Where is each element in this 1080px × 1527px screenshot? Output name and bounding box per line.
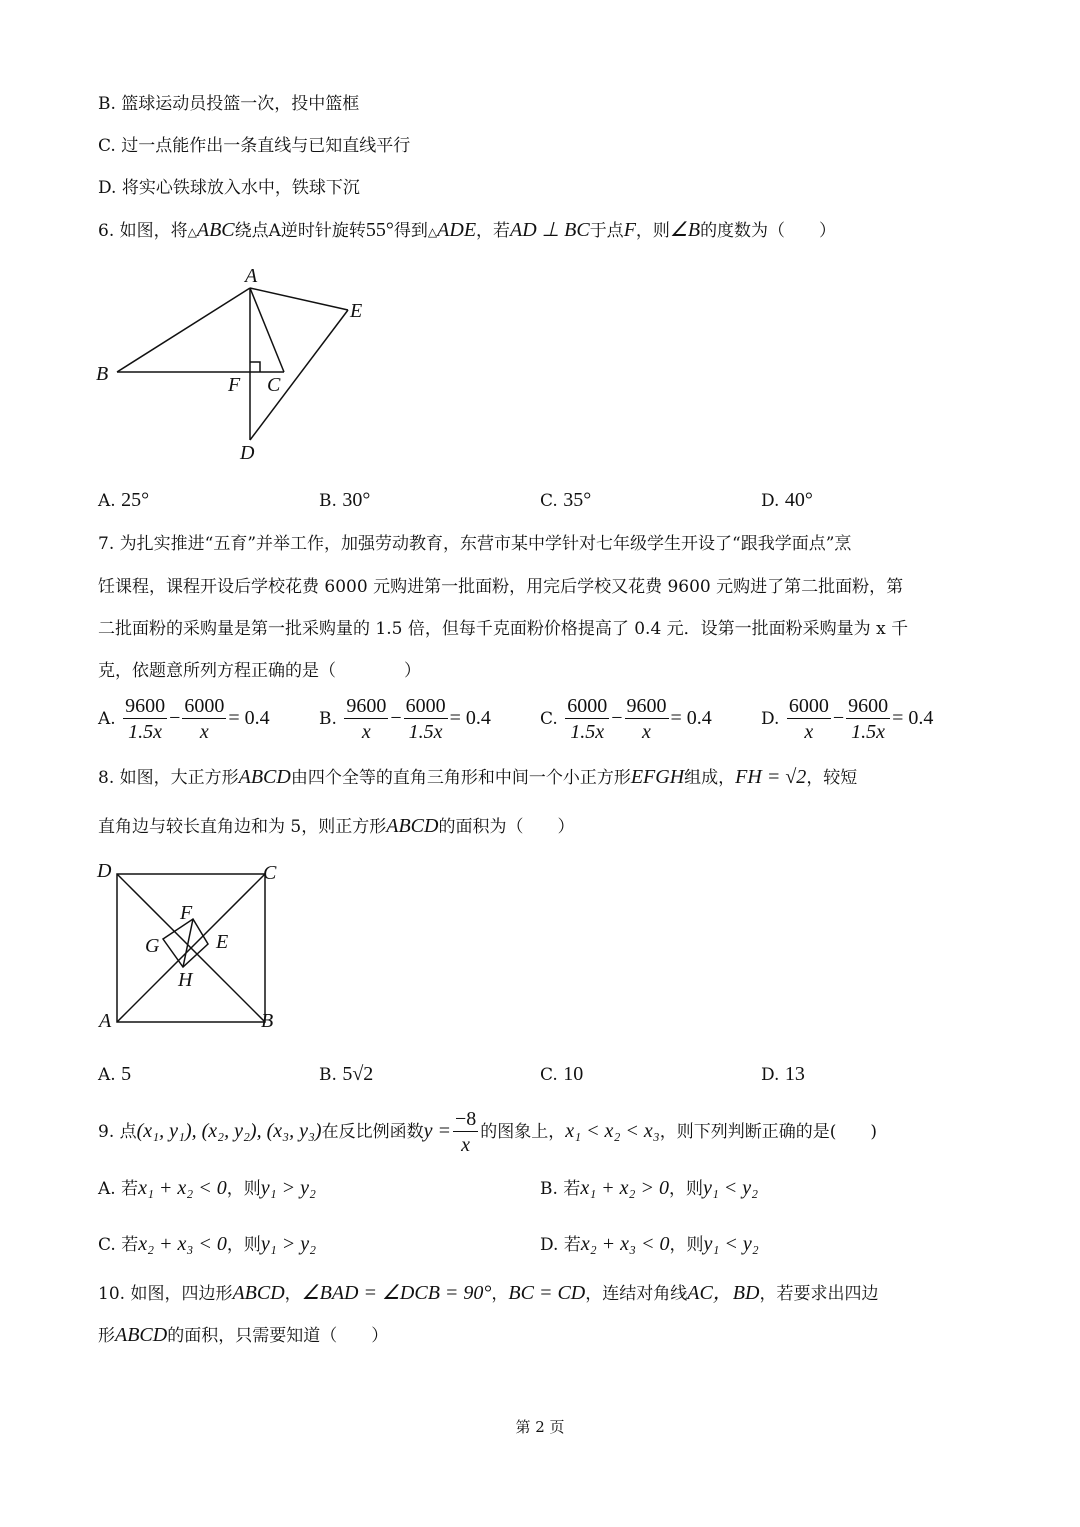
fig8-label-h: H <box>178 969 193 991</box>
fig6-segment <box>250 288 284 372</box>
fig6-label-a: A <box>245 265 258 287</box>
fig8-label-a: A <box>99 1010 112 1032</box>
q6-end: 的度数为（ ） <box>700 221 837 241</box>
q6-option-b: B. 30° <box>319 489 371 511</box>
fig8-label-f: F <box>180 902 193 924</box>
q6-mid3: ，若 <box>476 221 511 241</box>
fig8-label-g: G <box>145 935 160 957</box>
q7-line-4: 克，依题意所列方程正确的是（ ） <box>98 661 421 681</box>
q6-abc: ABC <box>196 219 235 241</box>
fig6-segment <box>117 288 250 372</box>
q7-line-2: 饪课程，课程开设后学校花费 6000 元购进第一批面粉，用完后学校又花费 9600 元购进了第二批面粉，第 <box>98 577 904 597</box>
q7-option-c: C. $\frac{6000}{1.5x}$ − $\frac{9600}{x}$ = 0.4 <box>540 695 712 743</box>
q5-option-b: B. 篮球运动员投篮一次，投中篮框 <box>98 94 360 114</box>
fig8-label-d: D <box>97 860 112 882</box>
fig6-label-f: F <box>228 374 241 396</box>
q6-figure <box>90 260 380 470</box>
q7-option-b: B. $\frac{9600}{x}$ − $\frac{6000}{1.5x}$ = 0.4 <box>319 695 491 743</box>
q7-line-1: 7. 为扎实推进“五育”并举工作，加强劳动教育，东营市某中学针对七年级学生开设了“跟我学面点”烹 <box>98 534 852 554</box>
q6-perp: AD ⊥ BC <box>510 219 590 241</box>
q7-line-3: 二批面粉的采购量是第一批采购量的 1.5 倍，但每千克面粉价格提高了 0.4 元．设第一批面粉采购量为 x 千 <box>98 619 909 639</box>
q8-figure <box>90 855 300 1040</box>
fig6-label-b: B <box>96 363 109 385</box>
q8-line-2: 直角边与较长直角边和为 5，则正方形ABCD的面积为（ ） <box>98 815 575 837</box>
fig6-segment <box>250 310 348 440</box>
q9-option-a: A. 若x₁ + x₂ < 0，则y₁ > y₂ <box>98 1177 316 1199</box>
q6-prefix: 6. 如图，将 <box>98 221 188 241</box>
fig8-label-c: C <box>263 862 277 884</box>
q7-option-d: D. $\frac{6000}{x}$ − $\frac{9600}{1.5x}$ = 0.4 <box>761 695 934 743</box>
fig8-label-b: B <box>261 1010 274 1032</box>
fig6-segment <box>250 288 348 310</box>
q10-line-1: 10. 如图，四边形ABCD，∠BAD = ∠DCB = 90°，BC = CD，连结对角线AC，BD，若要求出四边 <box>98 1282 879 1304</box>
q8-option-a: A. 5 <box>98 1063 132 1085</box>
fig6-label-d: D <box>240 442 255 464</box>
q8-option-c: C. 10 <box>540 1063 584 1085</box>
triangle-icon: △ <box>187 225 197 239</box>
q6-mid1: 绕点A逆时针旋转 <box>234 221 366 241</box>
right-angle-mark <box>250 362 260 372</box>
q6-deg: 55° <box>365 219 394 241</box>
q6-mid4: 于点 <box>589 221 624 241</box>
fig8-label-e: E <box>216 931 229 953</box>
q9-stem: 9. 点(x₁, y₁), (x₂, y₂), (x₃, y₃)在反比例函数y = $\frac{-8}{x}$ 的图象上，x₁ < x₂ < x₃，则下列判断正确的是( ) <box>98 1108 877 1156</box>
q5-option-c: C. 过一点能作出一条直线与已知直线平行 <box>98 136 411 156</box>
triangle-icon: △ <box>427 225 438 239</box>
q5-option-d: D. 将实心铁球放入水中，铁球下沉 <box>98 178 360 198</box>
q7-option-a: A. $\frac{9600}{1.5x}$ − $\frac{6000}{x}$ = 0.4 <box>98 695 270 743</box>
q10-line-2: 形ABCD的面积，只需要知道（ ） <box>98 1324 389 1346</box>
q6-ade: ADE <box>437 219 477 241</box>
q6-option-a: A. 25° <box>98 489 150 511</box>
q6-option-c: C. 35° <box>540 489 592 511</box>
q9-option-c: C. 若x₂ + x₃ < 0，则y₁ > y₂ <box>98 1233 317 1255</box>
fig6-label-c: C <box>267 374 281 396</box>
q9-option-b: B. 若x₁ + x₂ > 0，则y₁ < y₂ <box>540 1177 759 1199</box>
fig6-label-e: E <box>350 300 363 322</box>
q8-line-1: 8. 如图，大正方形ABCD由四个全等的直角三角形和中间一个小正方形EFGH组成，FH = √2，较短 <box>98 766 858 788</box>
q6-f: F <box>623 219 636 241</box>
q9-option-d: D. 若x₂ + x₃ < 0，则y₁ < y₂ <box>540 1233 759 1255</box>
q6-stem <box>98 218 836 244</box>
page-number: 第 2 页 <box>515 1418 565 1436</box>
q8-option-d: D. 13 <box>761 1063 805 1085</box>
q6-angle: ∠B <box>669 219 701 241</box>
q8-option-b: B. 5√2 <box>319 1063 374 1085</box>
q6-mid2: 得到 <box>393 221 428 241</box>
q6-option-d: D. 40° <box>761 489 813 511</box>
q6-mid5: ，则 <box>635 221 670 241</box>
